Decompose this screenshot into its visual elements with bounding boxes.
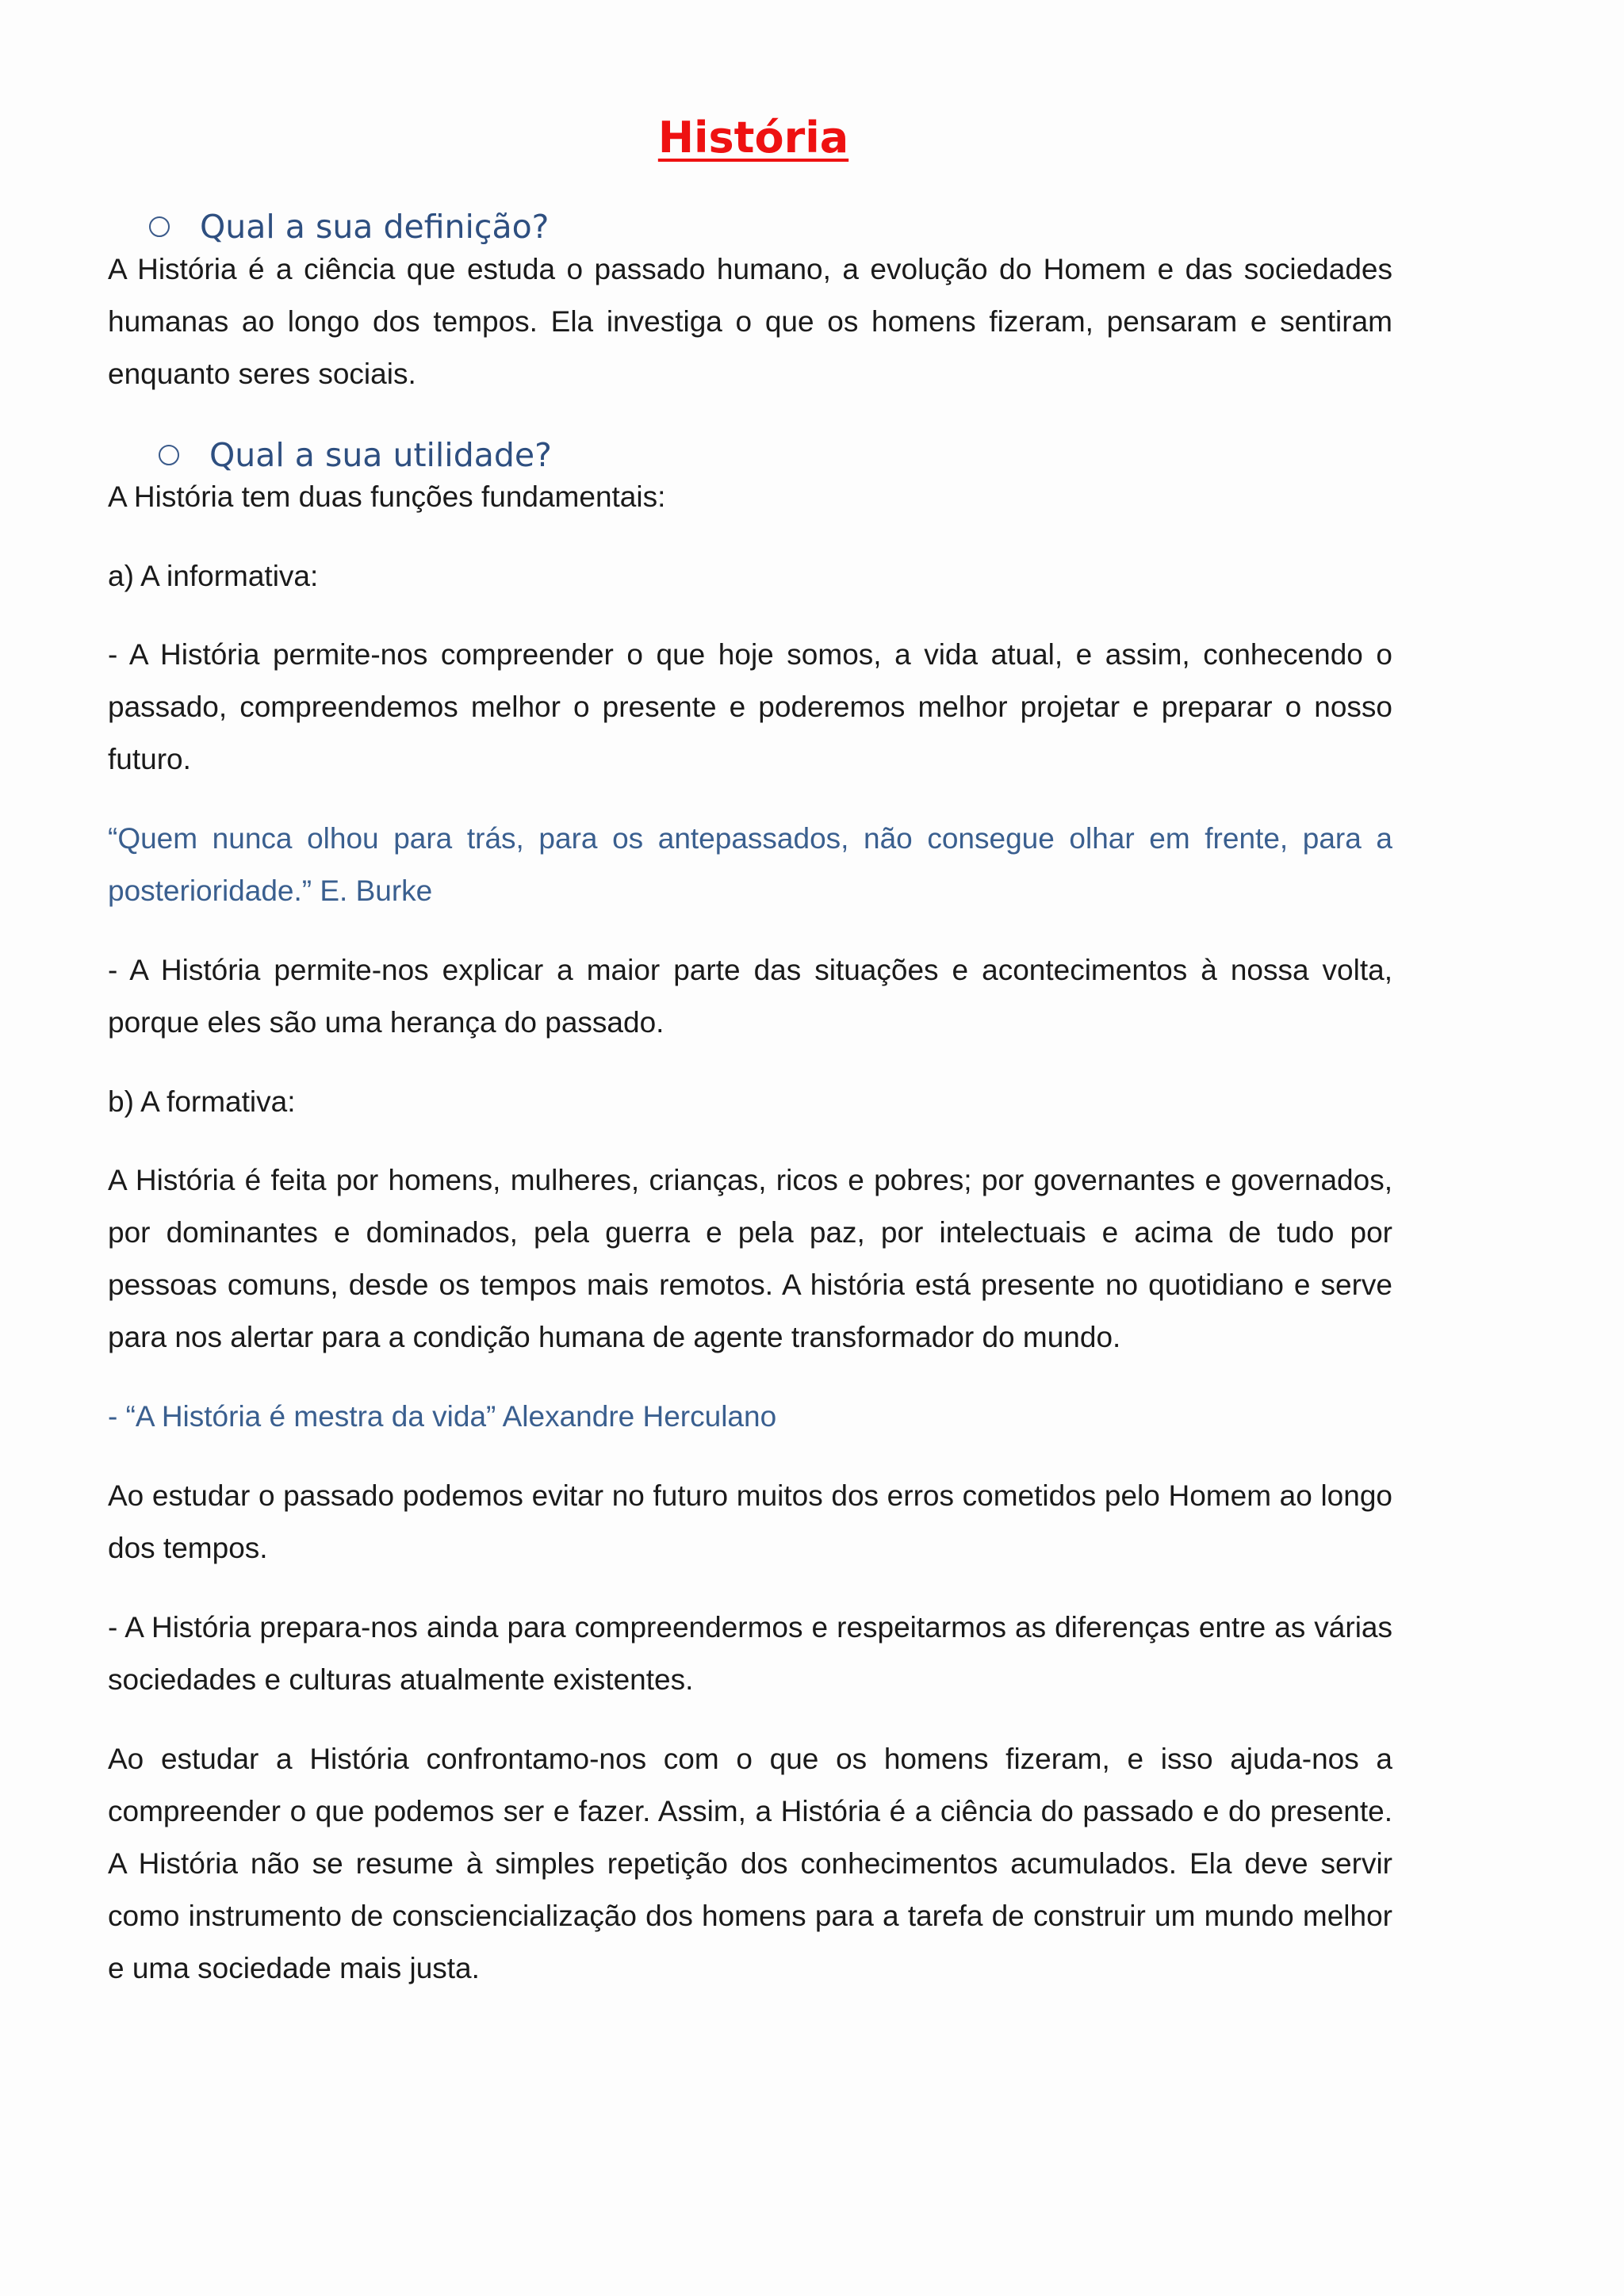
paragraph: a) A informativa: (108, 560, 319, 592)
paragraph: Ao estudar o passado podemos evitar no futuro muitos dos erros cometidos pelo Homem ao longo dos tempos. (108, 1479, 1392, 1564)
paragraph: b) A formativa: (108, 1085, 296, 1118)
quote-herculano: - “A História é mestra da vida” Alexandre Herculano (108, 1400, 777, 1433)
section-heading-label: Qual a sua definição? (200, 208, 550, 246)
section-body-utility (108, 471, 1392, 1995)
paragraph: A História é a ciência que estuda o passado humano, a evolução do Homem e das sociedades humanas ao longo dos tempos. Ela investiga o que os homens fizeram, pensaram e sentiram enquanto seres sociais. (108, 253, 1392, 390)
bullet-circle-icon (159, 445, 179, 465)
paragraph: A História tem duas funções fundamentais: (108, 480, 666, 513)
quote-burke: “Quem nunca olhou para trás, para os antepassados, não consegue olhar em frente, para a posterioridade.” E. Burke (108, 822, 1392, 907)
paragraph: - A História permite-nos compreender o que hoje somos, a vida atual, e assim, conhecendo o passado, compreendemos melhor o presente e poderemos melhor projetar e preparar o nosso futuro. (108, 638, 1392, 775)
paragraph: A História é feita por homens, mulheres, crianças, ricos e pobres; por governantes e governados, por dominantes e dominados, pela guerra e pela paz, por intelectuais e acima de tudo por pessoas comuns, desde os tempos mais remotos. A história está presente no quotidiano e serve para nos alertar para a condição humana de agente transformador do mundo. (108, 1164, 1392, 1353)
paragraph: - A História permite-nos explicar a maior parte das situações e acontecimentos à nossa volta, porque eles são uma herança do passado. (108, 954, 1392, 1039)
bullet-circle-icon (149, 216, 170, 237)
section-heading-definition (149, 208, 549, 246)
section-heading-utility (159, 436, 552, 474)
section-body-definition (108, 243, 1392, 400)
section-heading-label: Qual a sua utilidade? (209, 436, 552, 474)
page-title: História (657, 113, 849, 163)
paragraph: Ao estudar a História confrontamo-nos com o que os homens fizeram, e isso ajuda-nos a compreender o que podemos ser e fazer. Assim, a História é a ciência do passado e do presente. A História não se resume à simples repetição dos conhecimentos acumulados. Ela deve servir como instrumento de consciencialização dos homens para a tarefa de construir um mundo melhor e uma sociedade mais justa. (108, 1743, 1392, 1984)
paragraph: - A História prepara-nos ainda para compreendermos e respeitarmos as diferenças entre as várias sociedades e culturas atualmente existentes. (108, 1611, 1392, 1696)
